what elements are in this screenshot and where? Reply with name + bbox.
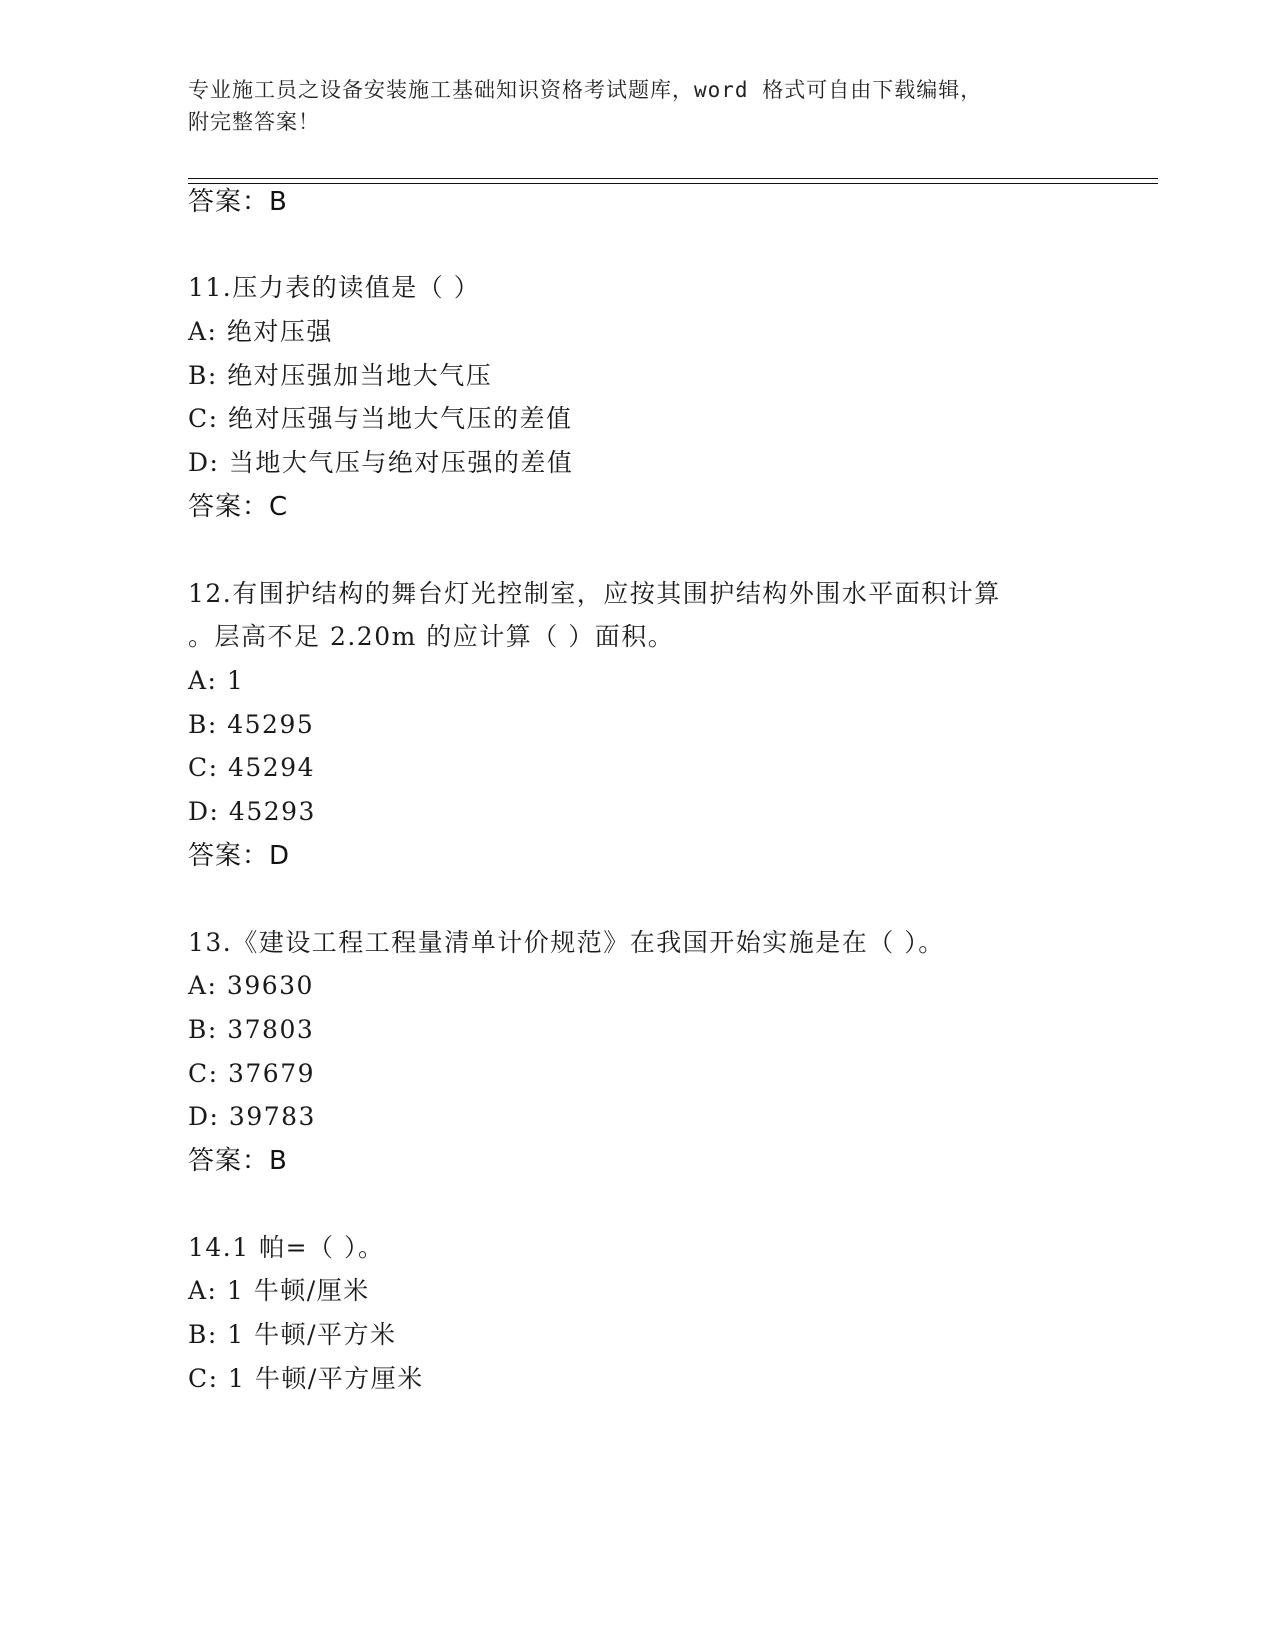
option-c: C: 45294 xyxy=(188,753,316,782)
answer-line: 答案：B xyxy=(188,187,288,217)
option-d: D: 39783 xyxy=(188,1102,316,1131)
question-stem: 12.有围护结构的舞台灯光控制室，应按其围护结构外围水平面积计算 xyxy=(188,579,1001,608)
option-c: C: 1 牛顿/平方厘米 xyxy=(188,1364,424,1393)
header-line-2: 附完整答案！ xyxy=(188,110,320,134)
answer-line: 答案：C xyxy=(188,492,289,522)
question-stem: 13.《建设工程工程量清单计价规范》在我国开始实施是在（ ）。 xyxy=(188,928,945,957)
option-a: A: 39630 xyxy=(188,971,314,1000)
answer-line: 答案：D xyxy=(188,841,291,871)
option-b: B: 绝对压强加当地大气压 xyxy=(188,361,493,390)
option-d: D: 45293 xyxy=(188,797,316,826)
option-a: A: 绝对压强 xyxy=(188,317,333,346)
question-stem: 11.压力表的读值是（ ） xyxy=(188,273,481,302)
option-a: A: 1 xyxy=(188,666,245,695)
option-b: B: 37803 xyxy=(188,1015,315,1044)
document-header xyxy=(188,74,1088,138)
option-b: B: 1 牛顿/平方米 xyxy=(188,1320,397,1349)
option-c: C: 绝对压强与当地大气压的差值 xyxy=(188,404,573,433)
question-stem: 14.1 帕=（ ）。 xyxy=(188,1233,385,1262)
option-d: D: 当地大气压与绝对压强的差值 xyxy=(188,448,574,477)
option-a: A: 1 牛顿/厘米 xyxy=(188,1276,370,1305)
answer-line: 答案：B xyxy=(188,1146,288,1176)
option-b: B: 45295 xyxy=(188,710,315,739)
header-line-1: 专业施工员之设备安装施工基础知识资格考试题库，word 格式可自由下载编辑， xyxy=(188,78,983,102)
question-stem-continued: 。层高不足 2.20m 的应计算（ ）面积。 xyxy=(188,622,675,651)
option-c: C: 37679 xyxy=(188,1059,316,1088)
header-divider xyxy=(188,178,1158,184)
